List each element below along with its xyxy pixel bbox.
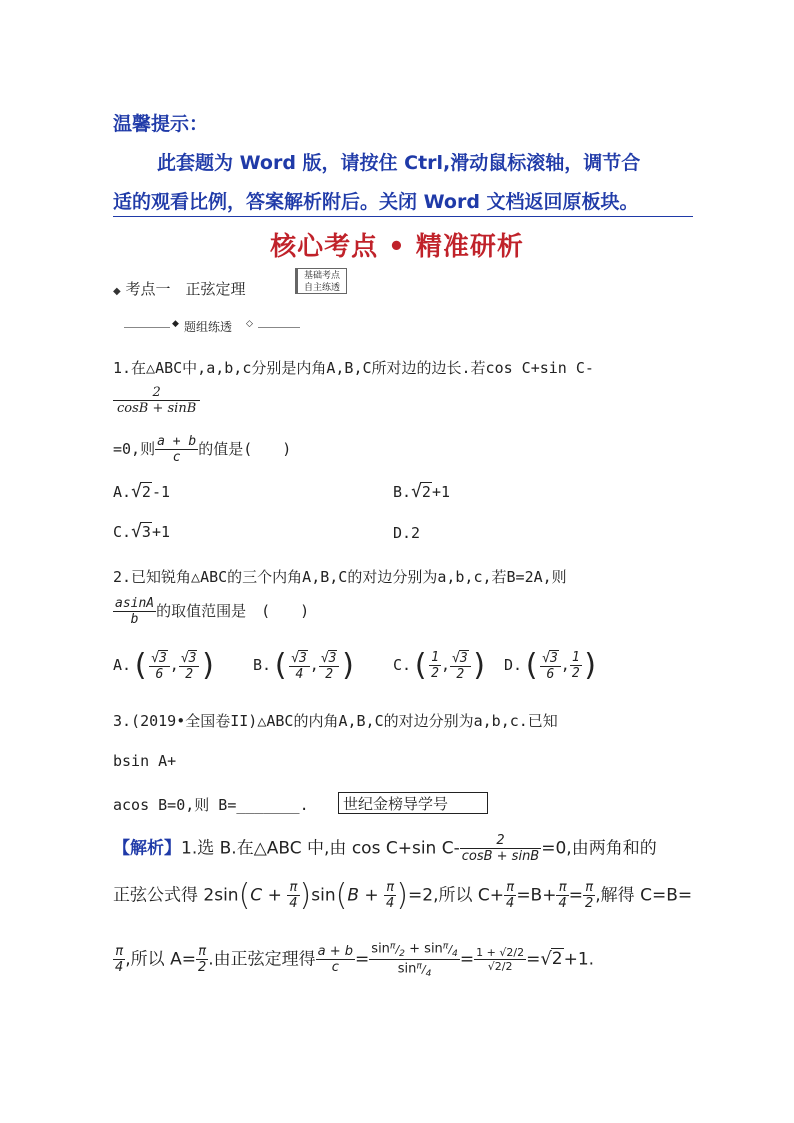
frac-den: 6: [149, 666, 170, 682]
badge-line2: 自主练透: [303, 283, 340, 293]
sin-label: sin: [397, 961, 417, 977]
sup-pi: π: [416, 959, 422, 971]
sol-text: =2,所以 C+: [408, 885, 505, 906]
q3-line1: 3.(2019•全国卷II)△ABC的内角A,B,C的对边分别为a,b,c.已知: [113, 712, 558, 730]
paren-right: ): [396, 878, 409, 913]
q1-fraction: [113, 385, 200, 416]
option-tail: +1: [431, 483, 450, 501]
q1-option-b: [393, 481, 450, 502]
paren-right: ): [470, 648, 489, 683]
sol-text: ,所以 A=: [125, 949, 196, 970]
sqrt-icon: √: [451, 650, 460, 666]
q1-line2-post: 的值是( ): [198, 440, 292, 458]
q2-line2-post: 的取值范围是 ( ): [156, 602, 310, 620]
reference-box: 世纪金榜导学号: [338, 792, 488, 814]
frac: [113, 944, 125, 975]
diamond-icon: ◇: [246, 319, 253, 329]
sqrt-icon: √: [320, 650, 329, 666]
q2-fraction: [113, 596, 156, 627]
frac: [196, 944, 208, 975]
frac: [179, 650, 200, 682]
paren-left: (: [522, 648, 541, 683]
option-tail: -1: [151, 483, 170, 501]
frac-num: π: [558, 880, 567, 895]
frac-den: 2: [197, 959, 207, 975]
sqrt-icon: √: [540, 948, 552, 970]
sol-text: =B+: [516, 885, 557, 906]
subhead: [124, 318, 299, 336]
option-label: C.: [113, 523, 132, 541]
frac: [504, 880, 516, 911]
sqrt-icon: √: [411, 481, 422, 502]
paren-left: (: [271, 648, 290, 683]
frac: [583, 880, 595, 911]
frac: [540, 650, 561, 682]
frac-num: 1: [571, 650, 580, 665]
den: 2: [505, 959, 513, 973]
diamond-icon: ◆: [172, 319, 179, 329]
q1-line2: [113, 434, 291, 465]
section-header: [113, 278, 246, 299]
frac-num: π: [386, 880, 395, 895]
q2-option-a: [113, 648, 218, 683]
sol-text: =: [568, 885, 583, 906]
radicand: 3: [188, 650, 197, 666]
frac-den: 6: [540, 666, 561, 682]
sol-text: sin: [311, 885, 336, 906]
frac-den: cosB + sinB: [461, 849, 540, 864]
frac: [384, 880, 396, 911]
sup-pi: π: [442, 940, 449, 951]
page-title: 核心考点 • 精准研析: [270, 232, 524, 262]
solution-line1: [113, 833, 657, 864]
frac-den: 2: [319, 666, 340, 682]
plus: +: [267, 885, 282, 906]
frac-den: 4: [289, 896, 298, 911]
option-label: D.: [504, 656, 523, 674]
sin-label: sin: [371, 941, 390, 957]
divider-right: [258, 327, 300, 328]
sub-four: 4: [452, 947, 458, 959]
frac-num: π: [506, 880, 515, 895]
paren-left: (: [335, 878, 348, 913]
frac-num: a + b: [157, 434, 197, 449]
option-tail: +1: [151, 523, 170, 541]
frac-den: c: [155, 449, 198, 465]
frac-den: 4: [115, 959, 124, 975]
radicand: 3: [158, 650, 167, 666]
frac-den: c: [316, 959, 355, 975]
radicand: 3: [328, 650, 337, 666]
sqrt-icon: √: [151, 650, 159, 666]
den: 2: [517, 945, 525, 959]
sqrt-icon: √: [131, 521, 142, 542]
q2-option-c: [393, 648, 489, 683]
q1-option-d: D.2: [393, 524, 421, 542]
section-badge: [295, 268, 347, 294]
comma: ,: [440, 656, 450, 674]
frac: [316, 944, 355, 975]
frac: [289, 650, 310, 682]
frac-num: π: [585, 880, 594, 895]
paren-right: ): [299, 878, 312, 913]
frac: [149, 650, 170, 682]
sol-text: 1.选 B.在△ABC 中,由 cos C+sin C-: [181, 838, 460, 859]
var-b: B: [347, 885, 359, 906]
paren-right: ): [339, 648, 358, 683]
sol-text: 正弦公式得 2sin: [113, 885, 239, 906]
radicand: 3: [549, 650, 558, 666]
equals: =: [355, 949, 370, 970]
frac-den: 2: [450, 666, 471, 682]
comma: ,: [309, 656, 319, 674]
frac-den: 4: [289, 666, 310, 682]
sin-label: sin: [424, 941, 443, 957]
radicand: 2: [494, 959, 502, 973]
paren-left: (: [411, 648, 430, 683]
subhead-label: 题组练透: [184, 320, 233, 334]
q1-stem: 1.在△ABC中,a,b,c分别是内角A,B,C所对边的边长.若cos C+sin C-: [113, 359, 594, 377]
frac-den: 2: [431, 666, 439, 681]
tip-line1: 此套题为 Word 版，请按住 Ctrl,滑动鼠标滚轴，调节合: [157, 152, 641, 174]
radicand: 3: [141, 523, 151, 541]
section-label: 考点一 正弦定理: [125, 280, 246, 298]
frac: [570, 650, 582, 681]
sqrt-icon: √: [180, 650, 189, 666]
frac-den: 2: [571, 666, 580, 681]
mid-num: 1 +: [476, 945, 496, 959]
radicand: 3: [298, 650, 307, 666]
q2-stem: 2.已知锐角△ABC的三个内角A,B,C的对边分别为a,b,c,若B=2A,则: [113, 568, 567, 586]
paren-right: ): [199, 648, 218, 683]
badge-line1: 基础考点: [303, 271, 340, 281]
frac: [556, 880, 568, 911]
frac-den: 2: [585, 896, 594, 911]
paren-left: (: [238, 878, 251, 913]
sol-text: =0,由两角和的: [541, 838, 657, 859]
q1-frac-den: cosB + sinB: [113, 400, 200, 416]
frac-num: π: [198, 943, 207, 959]
solution-bracket: 【解析】: [113, 838, 181, 859]
tip-line2: 适的观看比例，答案解析附后。关闭 Word 文档返回原板块。: [113, 187, 693, 217]
frac: [450, 650, 471, 682]
radicand: 3: [459, 650, 468, 666]
q1-frac2: [155, 434, 198, 465]
comma: ,: [560, 656, 570, 674]
frac-den: 4: [386, 896, 395, 911]
mid-frac: $\frac{1 + √2/2}{√2/2}$: [476, 945, 525, 973]
option-label: C.: [393, 656, 412, 674]
q2-line2: [113, 596, 309, 627]
divider-left: [124, 327, 170, 328]
sol-frac: [460, 833, 542, 864]
comma: ,: [169, 656, 179, 674]
radicand: 2: [421, 483, 431, 501]
sqrt-icon: √: [291, 650, 299, 666]
frac: [287, 880, 299, 911]
var-c: C: [250, 885, 263, 906]
equals: =: [526, 949, 541, 970]
frac-den: 4: [558, 896, 567, 911]
sqrt-icon: √: [131, 481, 142, 502]
paren-left: (: [131, 648, 150, 683]
q1-option-a: [113, 481, 170, 502]
option-label: A.: [113, 656, 132, 674]
plus: +: [364, 885, 379, 906]
frac: [429, 650, 441, 681]
radicand: 2: [551, 949, 563, 970]
sqrt-icon: √: [542, 650, 550, 666]
frac-den: 4: [506, 896, 515, 911]
sol-text: +1.: [563, 949, 595, 970]
q2-option-d: [504, 648, 600, 683]
frac-num: a + b: [317, 943, 354, 959]
sup-pi: π: [389, 940, 396, 951]
q1-frac-num: 2: [152, 385, 161, 400]
option-label: B.: [253, 656, 272, 674]
solution-line3: [113, 940, 594, 979]
q1-option-c: [113, 521, 170, 542]
equals: =: [459, 949, 475, 970]
sol-text: .由正弦定理得: [208, 949, 316, 970]
q2-option-b: [253, 648, 358, 683]
q3-line2: bsin A+: [113, 752, 177, 770]
q3-line3: acos B=0,则 B=_______.: [113, 796, 309, 814]
big-frac: $\frac{\sin^\pi/_2 + \sin^\pi/_4}{\sin^\pi/_4}$: [371, 940, 458, 979]
option-label: A.: [113, 483, 132, 501]
frac: [319, 650, 340, 682]
frac-num: π: [289, 880, 298, 895]
radicand: 2: [141, 483, 151, 501]
sol-text: ,解得 C=B=: [595, 885, 693, 906]
tip-label: 温馨提示：: [113, 113, 209, 135]
sub-four: 4: [425, 967, 432, 979]
sub-two: 2: [399, 947, 405, 959]
option-label: B.: [393, 483, 412, 501]
solution-line2: [113, 878, 692, 913]
frac-num: π: [115, 943, 124, 959]
diamond-icon: ◆: [113, 286, 121, 297]
frac-den: b: [113, 611, 156, 627]
radicand: 2: [506, 945, 514, 959]
frac-num: asinA: [115, 596, 155, 611]
paren-right: ): [581, 648, 600, 683]
frac-num: 1: [431, 650, 439, 665]
frac-num: 2: [496, 833, 505, 848]
frac-den: 2: [179, 666, 200, 682]
q1-line2-pre: =0,则: [113, 440, 156, 458]
plus: +: [409, 941, 421, 957]
